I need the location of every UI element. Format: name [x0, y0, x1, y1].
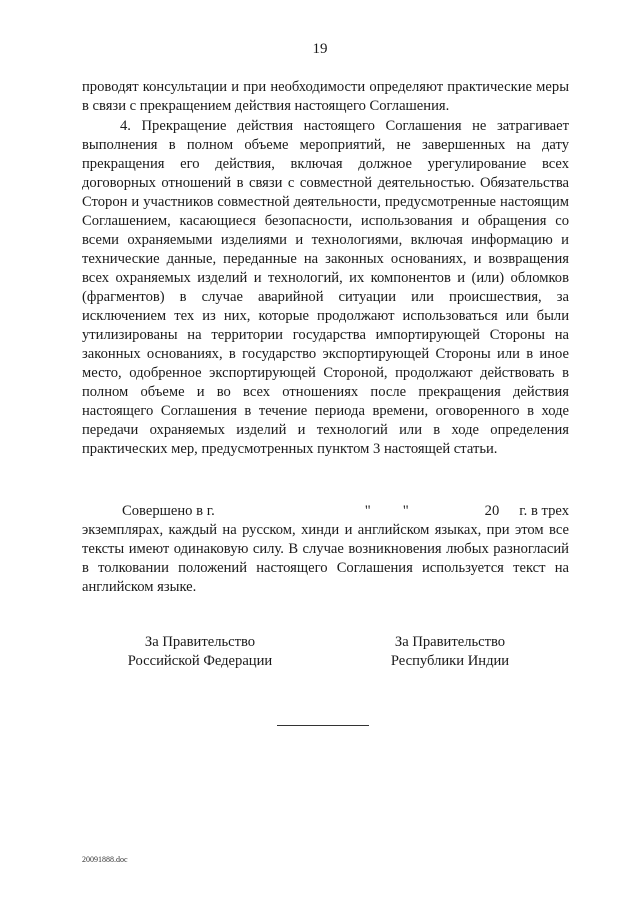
- year-suffix: г. в трех: [519, 503, 569, 519]
- quote-close: ": [402, 503, 409, 519]
- signature-india-line1: За Правительство: [394, 634, 506, 650]
- paragraph-done-clause: [82, 502, 569, 597]
- paragraph-consultations: проводят консультации и при необходимости определяют практические меры в связи с прекращением действия настоящего Соглашения.: [82, 79, 569, 114]
- page-number: 19: [312, 41, 328, 57]
- document-reference: 20091888.doc: [82, 855, 128, 864]
- signature-russia-line1: За Правительство: [144, 634, 256, 650]
- signature-russia-line2: Российской Федерации: [127, 653, 273, 669]
- quote-open: ": [364, 503, 371, 519]
- year-prefix: 20: [484, 503, 500, 519]
- paragraph-termination-effects: 4. Прекращение действия настоящего Соглашения не затрагивает выполнения в полном объеме мероприятий, не завершенных на дату прекращения его действия, включая должное урегулирование всех договорных отношений в связи с совместной деятельностью. Обязательства Сторон и участников совместной деятельности, предусмотренные настоящим Соглашением, касающиеся безопасности, использования и обращения со всеми охраняемыми изделиями и технологиями, включая информацию и технические данные, переданные на законных основаниях, и возвращения всех охраняемых изделий и технологий, их компонентов и (или) обломков (фрагментов) в случае аварийной ситуации или происшествия, за исключением тех из них, которые продолжают использоваться или были утилизированы на территории государства импортирующей Стороны на законных основаниях, в государство экспортирующей Стороны или в иное место, одобренное экспортирующей Стороной, продолжают действовать в полном объеме и во всех отношениях после прекращения действия настоящего Соглашения в течение периода времени, оговоренного в ходе передачи охраняемых изделий и технологий или в ходе определения практических мер, предусмотренных пунктом 3 настоящей статьи.: [82, 118, 569, 457]
- signature-russia: [95, 633, 305, 671]
- signature-india: [345, 633, 555, 671]
- done-lead: Совершено в г.: [122, 503, 215, 519]
- end-divider-rule: [277, 725, 369, 726]
- signature-india-line2: Республики Индии: [390, 653, 510, 669]
- done-rest: экземплярах, каждый на русском, хинди и английском языках, при этом все тексты имеют одинаковую силу. В случае возникновения любых разногласий в толковании положений настоящего Соглашения используется текст на английском языке.: [82, 522, 569, 595]
